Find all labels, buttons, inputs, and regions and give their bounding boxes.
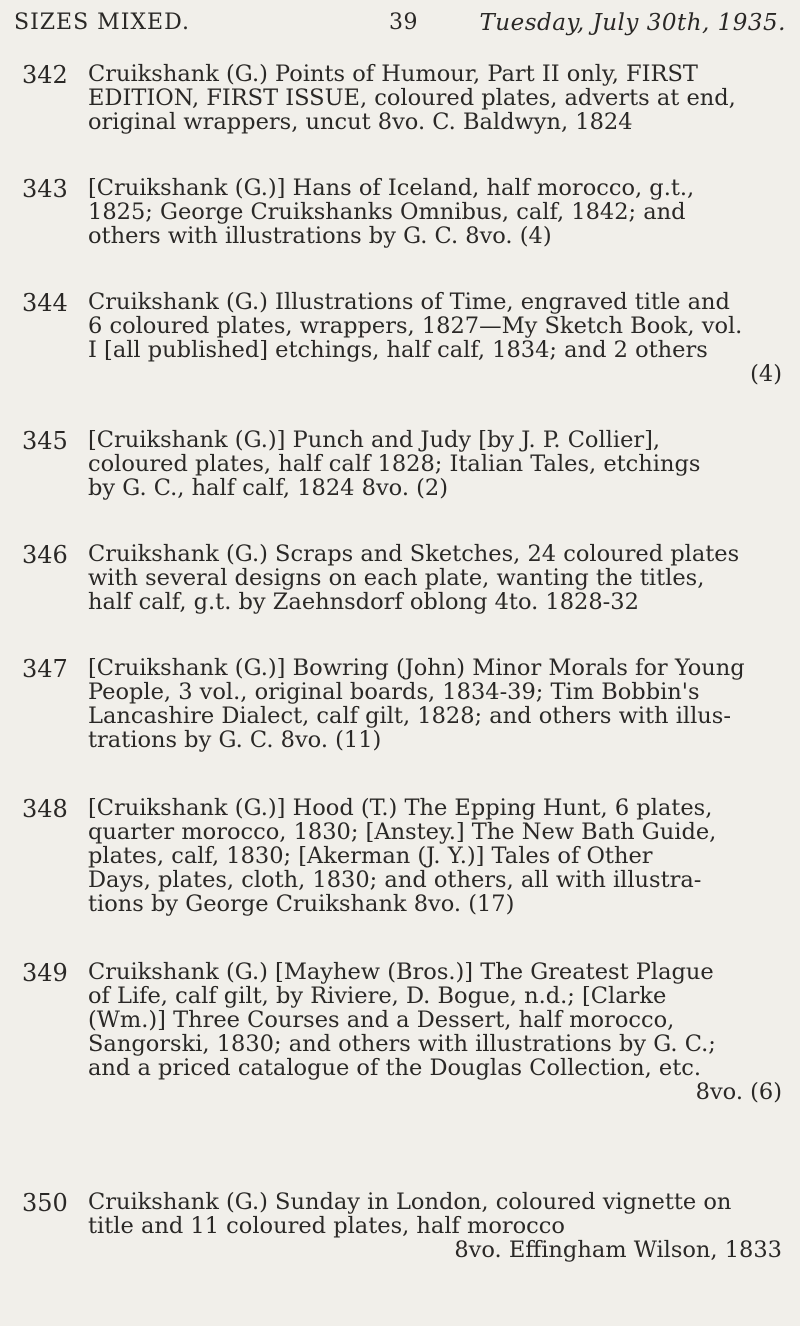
lot-number: 347 [22,655,68,683]
lot-line: Cruikshank (G.) Points of Humour, Part II only, FIRST [88,62,698,86]
lot-line: others with illustrations by G. C. 8vo. (4) [88,224,552,248]
lot-number: 342 [22,61,68,89]
lot-line: title and 11 coloured plates, half morocco [88,1214,565,1238]
lot-line: [Cruikshank (G.)] Bowring (John) Minor Morals for Young [88,656,745,680]
lot-line: original wrappers, uncut 8vo. C. Baldwyn, 1824 [88,110,633,134]
lot-line: tions by George Cruikshank 8vo. (17) [88,892,515,916]
lot-line: [Cruikshank (G.)] Hans of Iceland, half morocco, g.t., [88,176,695,200]
lot-line: [Cruikshank (G.)] Punch and Judy [by J. P. Collier], [88,428,661,452]
lot-description [88,428,782,500]
lot-line: 8vo. Effingham Wilson, 1833 [454,1238,782,1262]
lot-line: [Cruikshank (G.)] Hood (T.) The Epping Hunt, 6 plates, [88,796,713,820]
lot-line: 8vo. (6) [695,1080,782,1104]
lot-description [88,62,782,134]
lot-description [88,960,782,1104]
lot-line: trations by G. C. 8vo. (11) [88,728,382,752]
lot-line: (4) [750,362,782,386]
lot-description [88,1190,782,1262]
lot-line: People, 3 vol., original boards, 1834-39; Tim Bobbin's [88,680,700,704]
lot-line: with several designs on each plate, wanting the titles, [88,566,705,590]
lot-line: I [all published] etchings, half calf, 1834; and 2 others [88,338,708,362]
lot-line: of Life, calf gilt, by Riviere, D. Bogue, n.d.; [Clarke [88,984,667,1008]
lot-number: 343 [22,175,68,203]
lot-number: 348 [22,795,68,823]
lot-line: and a priced catalogue of the Douglas Collection, etc. [88,1056,702,1080]
lot-line: 6 coloured plates, wrappers, 1827—My Sketch Book, vol. [88,314,743,338]
lot-line: plates, calf, 1830; [Akerman (J. Y.)] Tales of Other [88,844,653,868]
lot-line: Cruikshank (G.) Scraps and Sketches, 24 coloured plates [88,542,740,566]
lot-line: quarter morocco, 1830; [Anstey.] The New Bath Guide, [88,820,717,844]
lot-number: 345 [22,427,68,455]
lot-line: EDITION, FIRST ISSUE, coloured plates, adverts at end, [88,86,736,110]
lot-description [88,176,782,248]
lot-description [88,542,782,614]
sale-date: Tuesday, July 30th, 1935. [479,10,786,36]
lot-number: 349 [22,959,68,987]
lot-description [88,796,782,916]
lot-line: Cruikshank (G.) [Mayhew (Bros.)] The Greatest Plague [88,960,714,984]
lot-number: 350 [22,1189,68,1217]
lot-line: Cruikshank (G.) Sunday in London, coloured vignette on [88,1190,732,1214]
lot-line: Lancashire Dialect, calf gilt, 1828; and others with illus- [88,704,731,728]
lot-description [88,290,782,386]
lot-line: Sangorski, 1830; and others with illustrations by G. C.; [88,1032,716,1056]
lot-line: (Wm.)] Three Courses and a Dessert, half morocco, [88,1008,675,1032]
page-number: 39 [389,10,418,35]
page-header [14,6,786,46]
lot-line: 1825; George Cruikshanks Omnibus, calf, 1842; and [88,200,686,224]
lot-line: coloured plates, half calf 1828; Italian Tales, etchings [88,452,701,476]
lot-number: 344 [22,289,68,317]
lot-description [88,656,782,752]
lot-line: by G. C., half calf, 1824 8vo. (2) [88,476,448,500]
lot-line: half calf, g.t. by Zaehnsdorf oblong 4to. 1828-32 [88,590,639,614]
lot-line: Days, plates, cloth, 1830; and others, all with illustra- [88,868,702,892]
lot-number: 346 [22,541,68,569]
lot-line: Cruikshank (G.) Illustrations of Time, engraved title and [88,290,730,314]
running-head-section: SIZES MIXED. [14,10,190,35]
